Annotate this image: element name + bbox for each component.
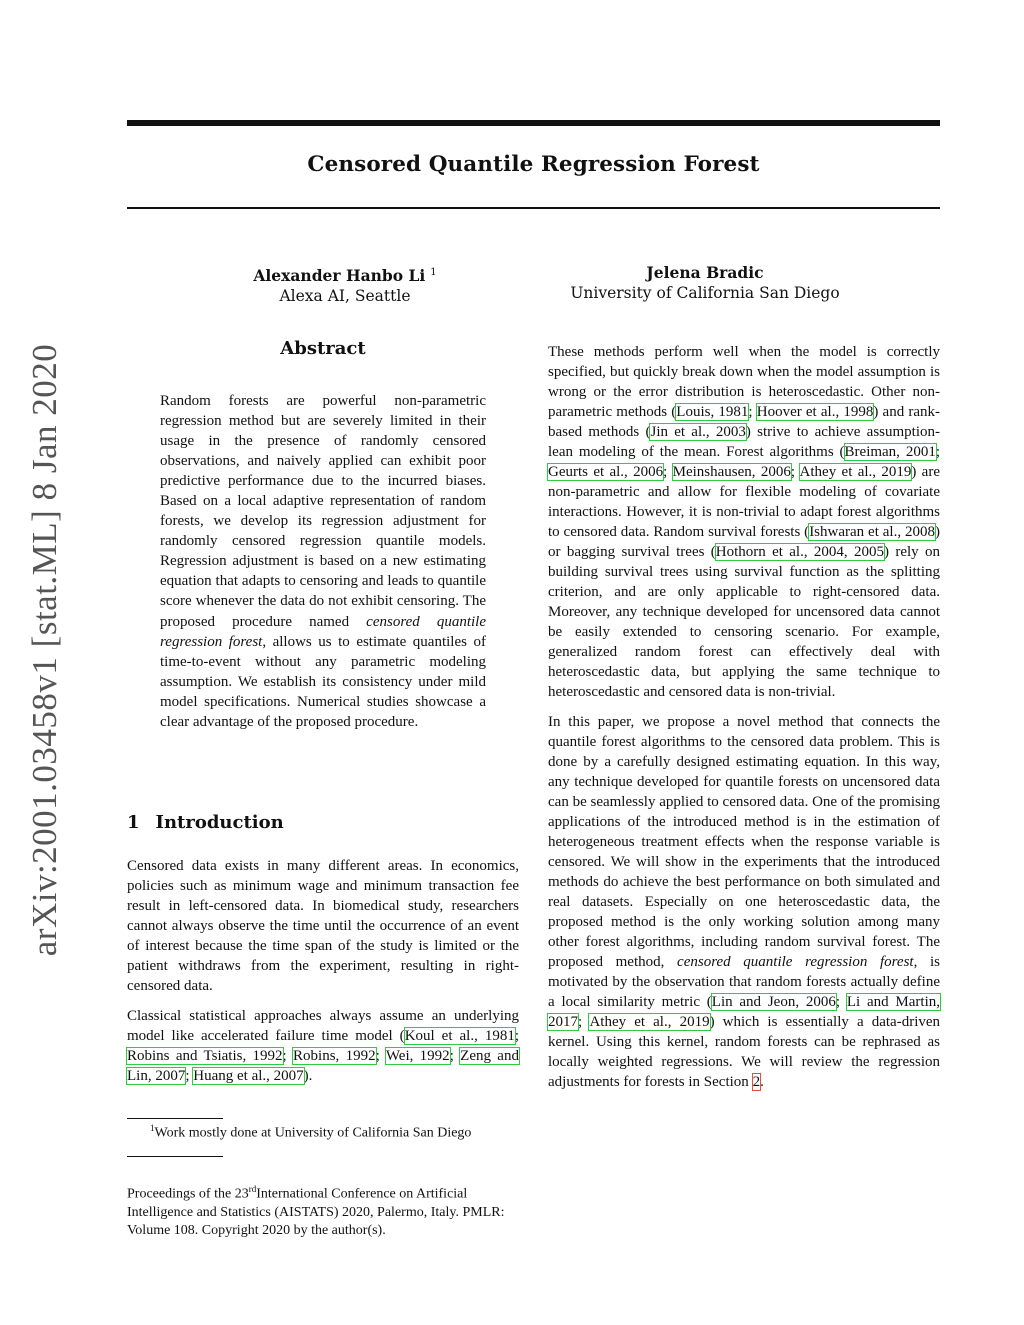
citation-link[interactable]: Robins and Tsiatis, 1992 xyxy=(127,1048,283,1064)
method-name-emphasis: censored quantile regression forest xyxy=(677,954,914,970)
footnote-rule xyxy=(127,1118,223,1119)
author-name: Alexander Hanbo Li xyxy=(253,266,426,286)
section-title: Introduction xyxy=(155,812,284,833)
proceedings-rule xyxy=(127,1156,223,1157)
citation-link[interactable]: Robins, 1992 xyxy=(293,1048,376,1064)
introduction-body xyxy=(127,856,519,1096)
section-reference-link[interactable]: 2 xyxy=(752,1074,761,1090)
section-number: 1 xyxy=(127,812,140,833)
citation-link[interactable]: Meinshausen, 2006 xyxy=(672,464,791,480)
paragraph: These methods perform well when the model is correctly specified, but quickly break down when the model assumption is wrong or the error distribution is heteroscedastic. Other non-parametric methods (Louis, 1981; Hoover et al., 1998) and rank-based methods (Jin et al., 2003) strive to achieve assumption-lean modeling of the mean. Forest algorithms (Breiman, 2001; Geurts et al., 2006; Meinshausen, 2006; Athey et al., 2019) are non-parametric and allow for flexible modeling of covariate interactions. However, it is non-trivial to adapt forest algorithms to censored data. Random survival forests (Ishwaran et al., 2008) or bagging survival trees (Hothorn et al., 2004, 2005) rely on building survival trees using survival function as the splitting criterion, and are only applicable to right-censored data. Moreover, any technique developed for uncensored data cannot be easily extended to censoring scenario. For example, generalized random forest can effectively deal with heteroscedastic data, but applying the same technique to heteroscedastic and censored data is non-trivial. xyxy=(548,344,941,700)
paper-title: Censored Quantile Regression Forest xyxy=(307,152,760,177)
citation-link[interactable]: Lin and Jeon, 2006 xyxy=(711,994,836,1010)
citation-link[interactable]: Huang et al., 2007 xyxy=(193,1068,304,1084)
citation-link[interactable]: Hothorn et al., 2004, 2005 xyxy=(715,544,884,560)
paragraph: In this paper, we propose a novel method that connects the quantile forest algorithms to the censored data problem. This is done by a carefully designed estimating equation. In this way, any technique developed for quantile forests on uncensored data can be seamlessly applied to censored data. One of the promising applications of the introduced method is in the estimation of heterogeneous treatment effects when the response variable is censored. We will show in the experiments that the introduced methods do achieve the best performance on both simulated and real datasets. Especially on one heteroscedastic data, the proposed method is the only working solution among many other forest algorithms, including random survival forest. The proposed method, censored quantile regression forest, is motivated by the observation that random forests actually define a local similarity metric (Lin and Jeon, 2006; Li and Martin, 2017; Athey et al., 2019) which is essentially a data-driven kernel. Using this kernel, random forests can be rephrased as locally weighted regressions. We will review the regression adjustments for forests in Section 2. xyxy=(548,714,941,1090)
section-heading-introduction xyxy=(127,812,284,833)
author-block-1 xyxy=(220,263,470,306)
paragraph: Classical statistical approaches always assume an underlying model like accelerated failure time model (Koul et al., 1981; Robins and Tsiatis, 1992; Robins, 1992; Wei, 1992; Zeng and Lin, 2007; Huang et al., 2007). xyxy=(127,1008,519,1084)
author-footnote-mark: 1 xyxy=(430,267,437,278)
footnote-mark: 1 xyxy=(150,1123,155,1133)
citation-link[interactable]: Zeng and Lin, 2007 xyxy=(127,1048,519,1084)
abstract-heading: Abstract xyxy=(280,338,366,359)
author-affiliation: University of California San Diego xyxy=(570,284,840,302)
citation-link[interactable]: Hoover et al., 1998 xyxy=(756,404,874,420)
citation-link[interactable]: Geurts et al., 2006 xyxy=(548,464,664,480)
author-affiliation: Alexa AI, Seattle xyxy=(279,287,411,306)
citation-link[interactable]: Li and Martin, 2017 xyxy=(548,994,941,1030)
citation-link[interactable]: Athey et al., 2019 xyxy=(589,1014,710,1030)
citation-link[interactable]: Koul et al., 1981 xyxy=(404,1028,515,1044)
citation-link[interactable]: Louis, 1981 xyxy=(676,404,749,420)
method-name-emphasis: censored quantile regression forest xyxy=(160,613,486,650)
title-top-rule xyxy=(127,120,940,126)
citation-link[interactable]: Jin et al., 2003 xyxy=(650,424,746,440)
paragraph: Censored data exists in many different areas. In economics, policies such as minimum wage and minimum transaction fee result in left-censored data. In biomedical study, researchers cannot always observe the time until the occurrence of an event of interest because the time span of the study is limited or the patient withdraws from the experiment, resulting in right-censored data. xyxy=(127,858,519,994)
right-column-body xyxy=(548,342,940,1102)
proceedings-notice: Proceedings of the 23rdInternational Conference on Artificial Intelligence and Statistics (AISTATS) 2020, Palermo, Italy. PMLR: Volume 108. Copyright 2020 by the author(s). xyxy=(127,1184,505,1238)
arxiv-watermark: arXiv:2001.03458v1 [stat.ML] 8 Jan 2020 xyxy=(25,343,64,957)
abstract-body: Random forests are powerful non-parametric regression method but are severely limited in their usage in the presence of randomly censored observations, and naively applied can exhibit poor predictive performance due to the incurred biases. Based on a local adaptive representation of random forests, we develop its regression adjustment for randomly censored regression quantile models. Regression adjustment is based on a new estimating equation that adapts to censoring and leads to quantile score whenever the data do not exhibit censoring. The proposed procedure named censored quantile regression forest, allows us to estimate quantiles of time-to-event without any parametric modeling assumption. We establish its consistency under mild model specifications. Numerical studies showcase a clear advantage of the proposed procedure. xyxy=(160,393,486,730)
title-bottom-rule xyxy=(127,207,940,209)
citation-link[interactable]: Ishwaran et al., 2008 xyxy=(809,524,935,540)
footnote: $^1$Work mostly done at University of California San Diego xyxy=(150,1123,472,1141)
citation-link[interactable]: Wei, 1992 xyxy=(385,1048,450,1064)
author-name: Jelena Bradic xyxy=(646,263,764,282)
author-block-2 xyxy=(560,263,850,303)
citation-link[interactable]: Breiman, 2001 xyxy=(844,444,936,460)
citation-link[interactable]: Athey et al., 2019 xyxy=(799,464,912,480)
